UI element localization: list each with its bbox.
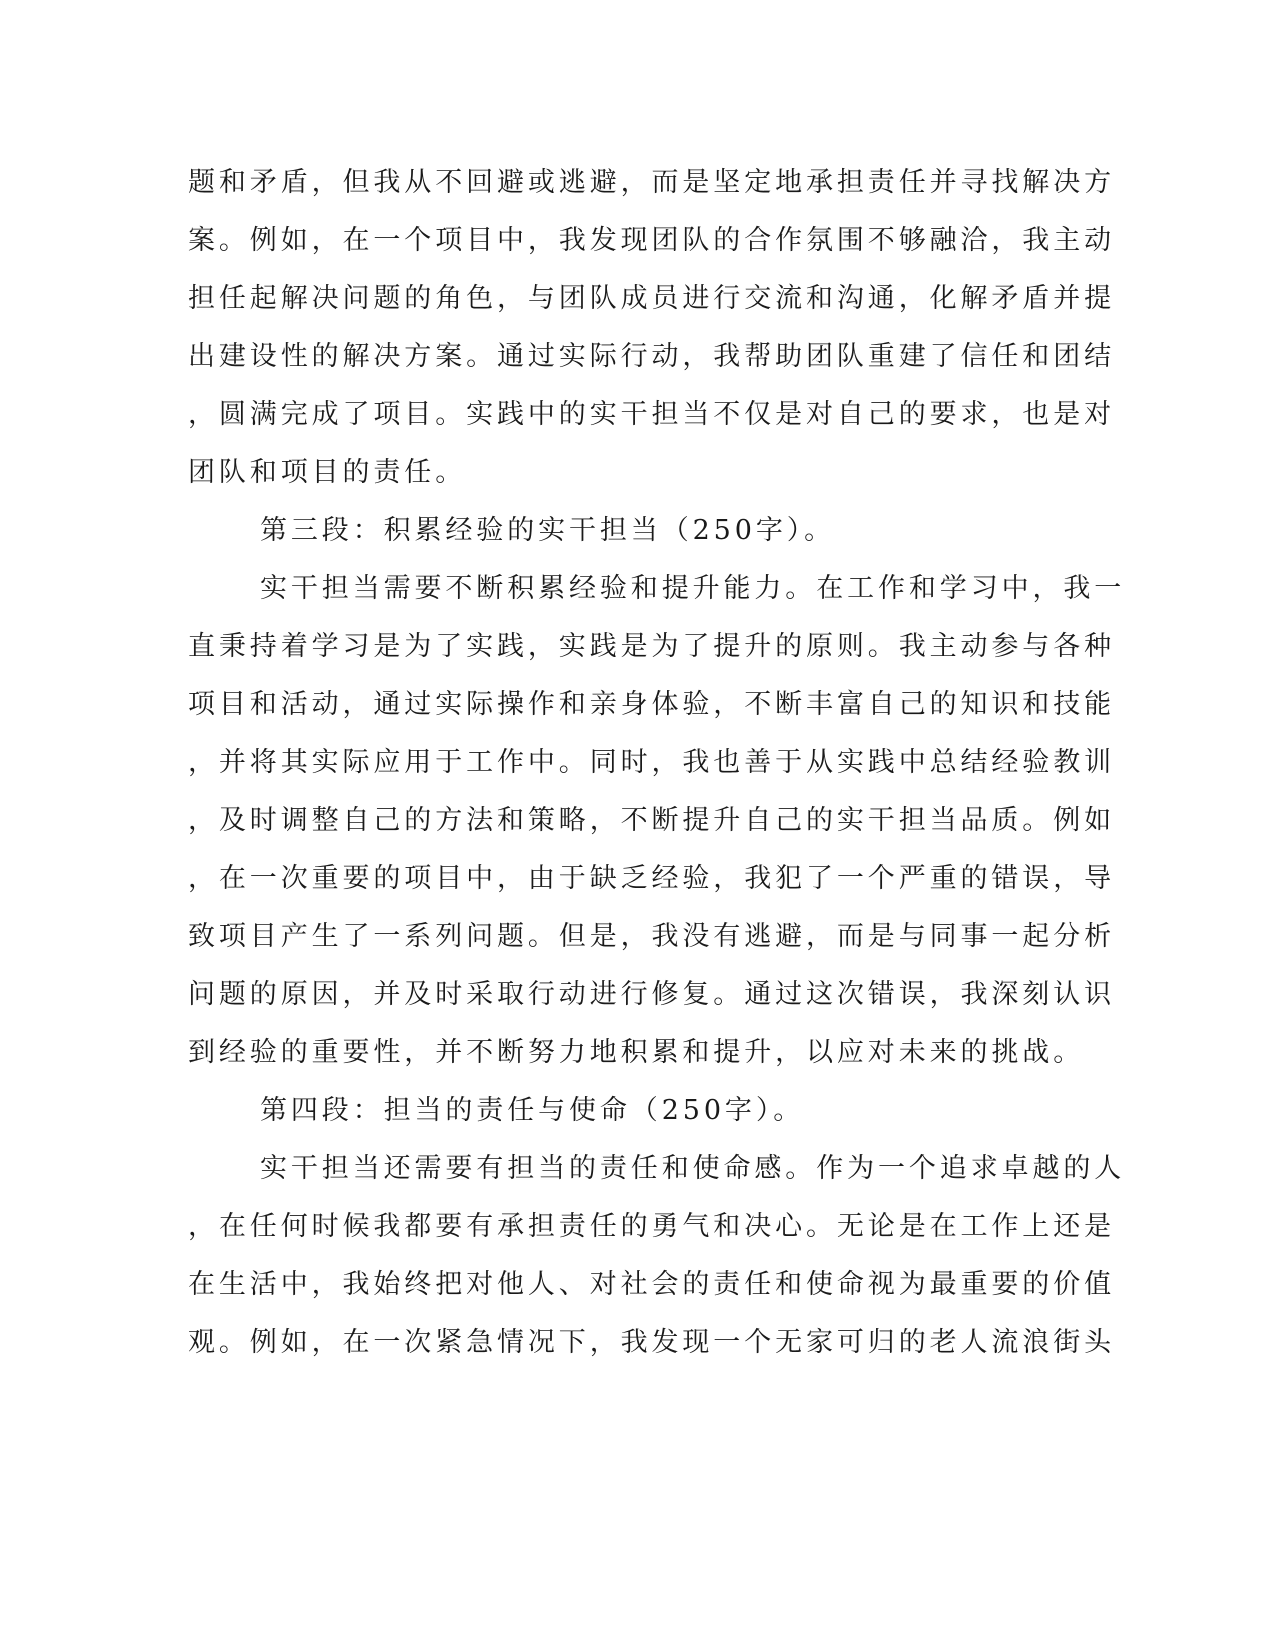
paragraph-line: ，在任何时候我都要有承担责任的勇气和决心。无论是在工作上还是	[188, 1211, 1115, 1242]
paragraph-line: ，圆满完成了项目。实践中的实干担当不仅是对自己的要求，也是对	[188, 399, 1115, 430]
paragraph-line: 实干担当还需要有担当的责任和使命感。作为一个追求卓越的人	[260, 1153, 1126, 1184]
paragraph-line: 实干担当需要不断积累经验和提升能力。在工作和学习中，我一	[260, 573, 1126, 604]
paragraph-line: 团队和项目的责任。	[188, 457, 467, 488]
paragraph-line: 到经验的重要性，并不断努力地积累和提升，以应对未来的挑战。	[188, 1037, 1085, 1068]
paragraph-line: ，并将其实际应用于工作中。同时，我也善于从实践中总结经验教训	[188, 747, 1115, 778]
paragraph-line: 题和矛盾，但我从不回避或逃避，而是坚定地承担责任并寻找解决方	[188, 167, 1115, 198]
section-heading: 第四段：担当的责任与使命（250字）。	[260, 1095, 805, 1126]
paragraph-line: 担任起解决问题的角色，与团队成员进行交流和沟通，化解矛盾并提	[188, 283, 1115, 314]
paragraph-line: ，在一次重要的项目中，由于缺乏经验，我犯了一个严重的错误，导	[188, 863, 1115, 894]
paragraph-line: ，及时调整自己的方法和策略，不断提升自己的实干担当品质。例如	[188, 805, 1115, 836]
paragraph-line: 出建设性的解决方案。通过实际行动，我帮助团队重建了信任和团结	[188, 341, 1115, 372]
paragraph-line: 在生活中，我始终把对他人、对社会的责任和使命视为最重要的价值	[188, 1269, 1115, 1300]
paragraph-line: 问题的原因，并及时采取行动进行修复。通过这次错误，我深刻认识	[188, 979, 1115, 1010]
paragraph-line: 致项目产生了一系列问题。但是，我没有逃避，而是与同事一起分析	[188, 921, 1115, 952]
paragraph-line: 观。例如，在一次紧急情况下，我发现一个无家可归的老人流浪街头	[188, 1327, 1115, 1358]
paragraph-line: 直秉持着学习是为了实践，实践是为了提升的原则。我主动参与各种	[188, 631, 1115, 662]
paragraph-line: 案。例如，在一个项目中，我发现团队的合作氛围不够融洽，我主动	[188, 225, 1115, 256]
section-heading: 第三段：积累经验的实干担当（250字）。	[260, 515, 836, 546]
paragraph-line: 项目和活动，通过实际操作和亲身体验，不断丰富自己的知识和技能	[188, 689, 1115, 720]
